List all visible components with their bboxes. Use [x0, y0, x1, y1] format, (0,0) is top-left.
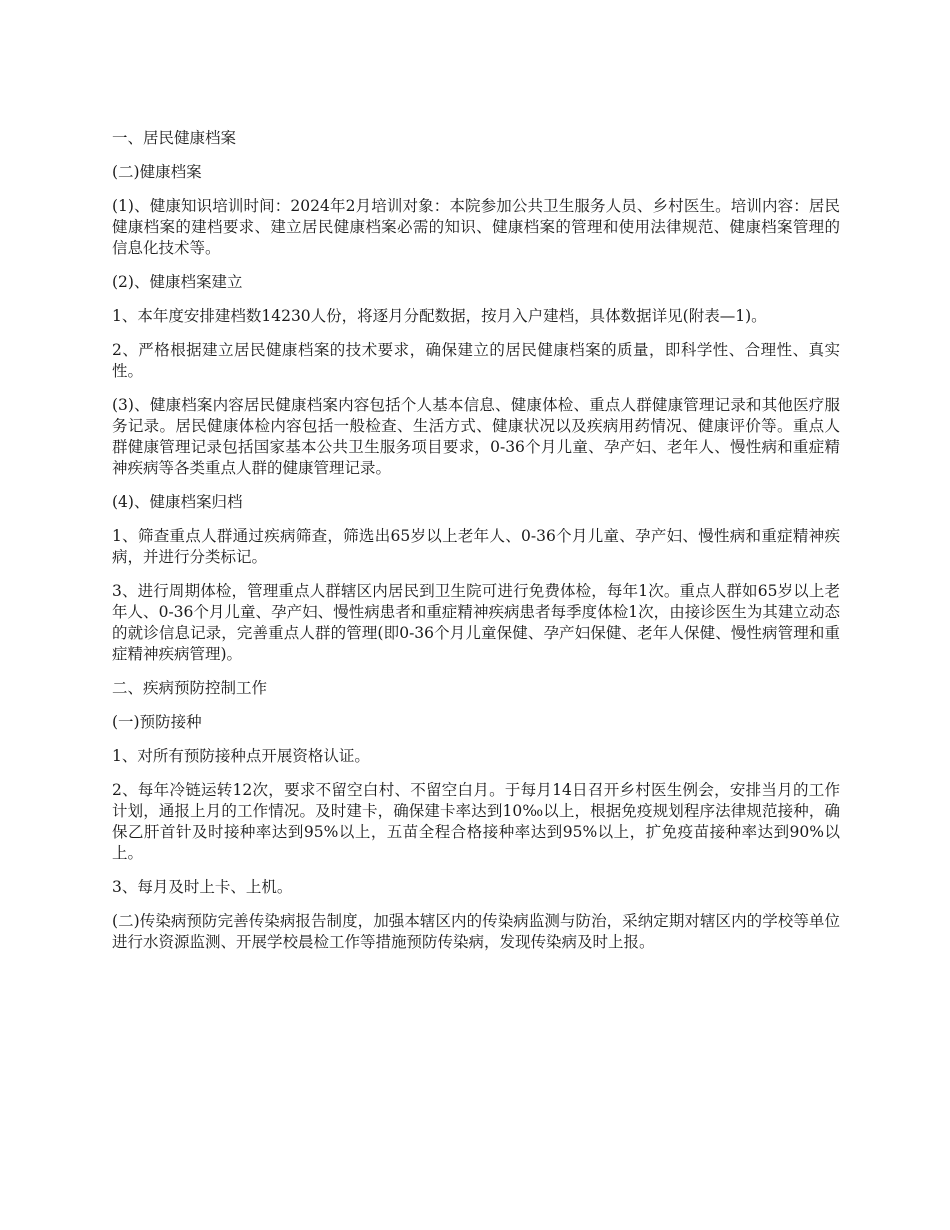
section-heading: 一、居民健康档案 [112, 129, 237, 147]
subsection-heading: (一)预防接种 [112, 713, 202, 731]
paragraph: 1、筛查重点人群通过疾病筛查，筛选出65岁以上老年人、0-36个月儿童、孕产妇、慢性病和重症精神疾病，并进行分类标记。 [112, 527, 840, 566]
paragraph: (二)传染病预防完善传染病报告制度，加强本辖区内的传染病监测与防治，采纳定期对辖区内的学校等单位进行水资源监测、开展学校晨检工作等措施预防传染病，发现传染病及时上报。 [112, 912, 840, 951]
section-heading: 二、疾病预防控制工作 [112, 679, 268, 697]
subsection-heading: (4)、健康档案归档 [112, 493, 243, 511]
document-body [112, 128, 840, 966]
paragraph: 2、每年冷链运转12次，要求不留空白村、不留空白月。于每月14日召开乡村医生例会，安排当月的工作计划，通报上月的工作情况。及时建卡，确保建卡率达到10‰以上，根据免疫规划程序法律规范接种，确保乙肝首针及时接种率达到95%以上，五苗全程合格接种率达到95%以上，扩免疫苗接种率达到90%以上。 [112, 781, 840, 862]
paragraph: (1)、健康知识培训时间：2024年2月培训对象：本院参加公共卫生服务人员、乡村医生。培训内容：居民健康档案的建档要求、建立居民健康档案必需的知识、健康档案的管理和使用法律规范、健康档案管理的信息化技术等。 [112, 197, 840, 257]
subsection-heading: (2)、健康档案建立 [112, 273, 243, 291]
paragraph: 3、每月及时上卡、上机。 [112, 878, 293, 896]
paragraph: 2、严格根据建立居民健康档案的技术要求，确保建立的居民健康档案的质量，即科学性、合理性、真实性。 [112, 341, 840, 380]
paragraph: 1、本年度安排建档数14230人份，将逐月分配数据，按月入户建档，具体数据详见(附表—1)。 [112, 307, 767, 325]
paragraph: 1、对所有预防接种点开展资格认证。 [112, 747, 370, 765]
subsection-heading: (二)健康档案 [112, 163, 202, 181]
paragraph: 3、进行周期体检，管理重点人群辖区内居民到卫生院可进行免费体检，每年1次。重点人群如65岁以上老年人、0-36个月儿童、孕产妇、慢性病患者和重症精神疾病患者每季度体检1次，由接诊医生为其建立动态的就诊信息记录，完善重点人群的管理(即0-36个月儿童保健、孕产妇保健、老年人保健、慢性病管理和重症精神疾病管理)。 [112, 582, 840, 663]
paragraph: (3)、健康档案内容居民健康档案内容包括个人基本信息、健康体检、重点人群健康管理记录和其他医疗服务记录。居民健康体检内容包括一般检查、生活方式、健康状况以及疾病用药情况、健康评价等。重点人群健康管理记录包括国家基本公共卫生服务项目要求，0-36个月儿童、孕产妇、老年人、慢性病和重症精神疾病等各类重点人群的健康管理记录。 [112, 396, 840, 477]
